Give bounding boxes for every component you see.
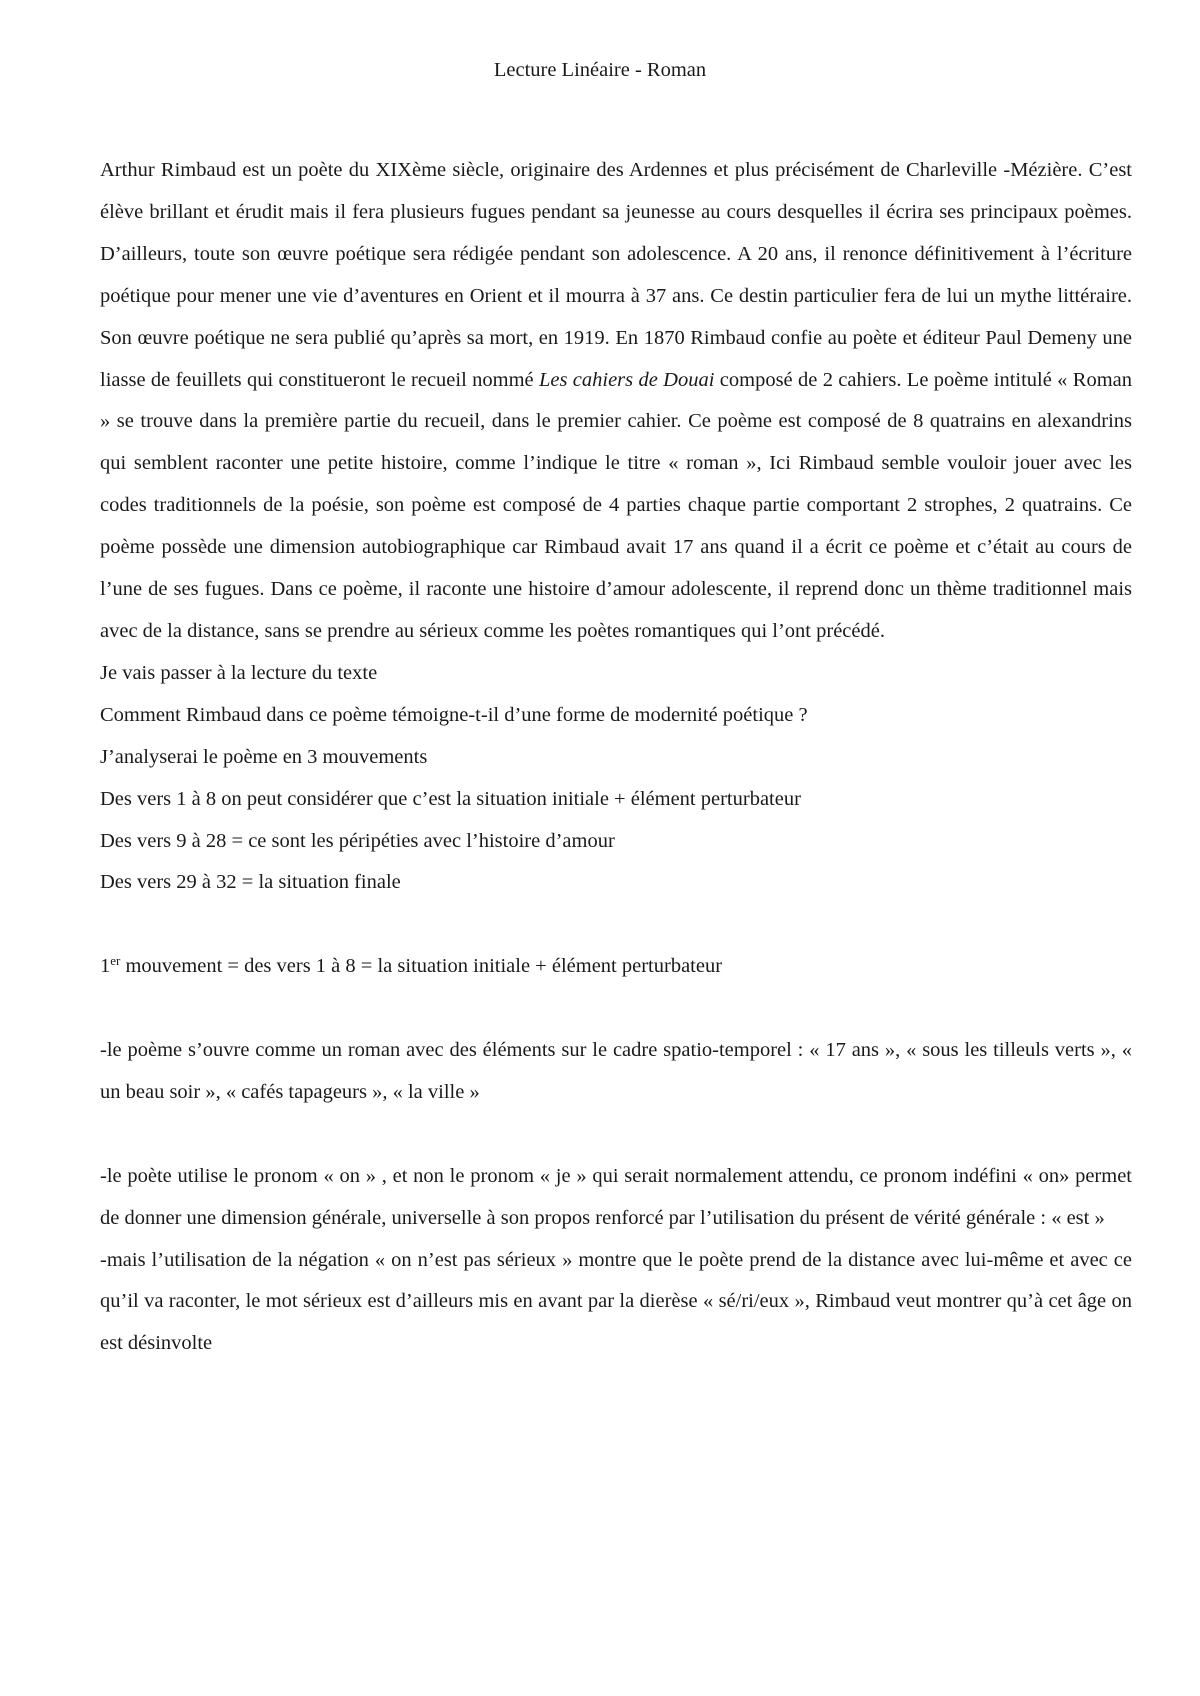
movement-text: mouvement = des vers 1 à 8 = la situation initiale + élément perturbateur — [120, 955, 723, 978]
analysis-paragraph-1: -le poème s’ouvre comme un roman avec des éléments sur le cadre spatio-temporel : « 17 ans », « sous les tilleuls verts », « un beau soir », « cafés tapageurs », « la ville » — [100, 1039, 1132, 1103]
intro-text-part2: composé de 2 cahiers. Le poème intitulé « Roman » se trouve dans la première partie du recueil, dans le premier cahier. Ce poème est composé de 8 quatrains en alexandrins qui semblent raconter une petite histoire, comme l’indique le titre « roman », Ici Rimbaud semble vouloir jouer avec les codes traditionnels de la poésie, son poème est composé de 4 parties chaque partie comportant 2 strophes, 2 quatrains. Ce poème possède une dimension autobiographique car Rimbaud avait 17 ans quand il a écrit ce poème et c’était au cours de l’une de ses fugues. Dans ce poème, il raconte une histoire d’amour adolescente, il reprend donc un thème traditionnel mais avec de la distance, sans se prendre au sérieux comme les poètes romantiques qui l’ont précédé. — [100, 368, 1132, 642]
plan-line: J’analyserai le poème en 3 mouvements — [100, 745, 428, 768]
problematic-line: Comment Rimbaud dans ce poème témoigne-t-il d’une forme de modernité poétique ? — [100, 703, 808, 726]
spacer — [100, 1114, 1132, 1156]
intro-paragraph — [100, 150, 1132, 653]
intro-text-part1: Arthur Rimbaud est un poète du XIXème siècle, originaire des Ardennes et plus précisément de Charleville -Mézière. C’est élève brillant et érudit mais il fera plusieurs fugues pendant sa jeunesse au cours desquelles il écrira ses principaux poèmes. D’ailleurs, toute son œuvre poétique sera rédigée pendant son adolescence. A 20 ans, il renonce définitivement à l’écriture poétique pour mener une vie d’aventures en Orient et il mourra à 37 ans. Ce destin particulier fera de lui un mythe littéraire. Son œuvre poétique ne sera publié qu’après sa mort, en 1919. En 1870 Rimbaud confie au poète et éditeur Paul Demeny une liasse de feuillets qui constitueront le recueil nommé — [100, 159, 1132, 391]
reading-line: Je vais passer à la lecture du texte — [100, 661, 378, 684]
plan-item-2: Des vers 9 à 28 = ce sont les péripéties avec l’histoire d’amour — [100, 829, 615, 852]
analysis-paragraph-2: -le poète utilise le pronom « on » , et non le pronom « je » qui serait normalement attendu, ce pronom indéfini « on» permet de donner une dimension générale, universelle à son propos renforcé par l’utilisation du présent de vérité générale : « est » — [100, 1164, 1132, 1229]
plan-item-1: Des vers 1 à 8 on peut considérer que c’est la situation initiale + élément perturbateur — [100, 787, 801, 810]
movement-heading — [100, 946, 1132, 988]
spacer — [100, 988, 1132, 1030]
page-title: Lecture Linéaire - Roman — [493, 59, 707, 81]
book-title: Les cahiers de Douai — [538, 368, 715, 391]
spacer — [100, 904, 1132, 946]
document-body — [100, 150, 1132, 1365]
movement-number: 1 — [100, 955, 111, 978]
movement-ordinal: er — [110, 953, 121, 969]
analysis-paragraph-3: -mais l’utilisation de la négation « on n’est pas sérieux » montre que le poète prend de la distance avec lui-même et avec ce qu’il va raconter, le mot sérieux est d’ailleurs mis en avant par la dierèse « sé/ri/eux », Rimbaud veut montrer qu’à cet âge on est désinvolte — [100, 1248, 1132, 1355]
plan-item-3: Des vers 29 à 32 = la situation finale — [100, 871, 401, 894]
